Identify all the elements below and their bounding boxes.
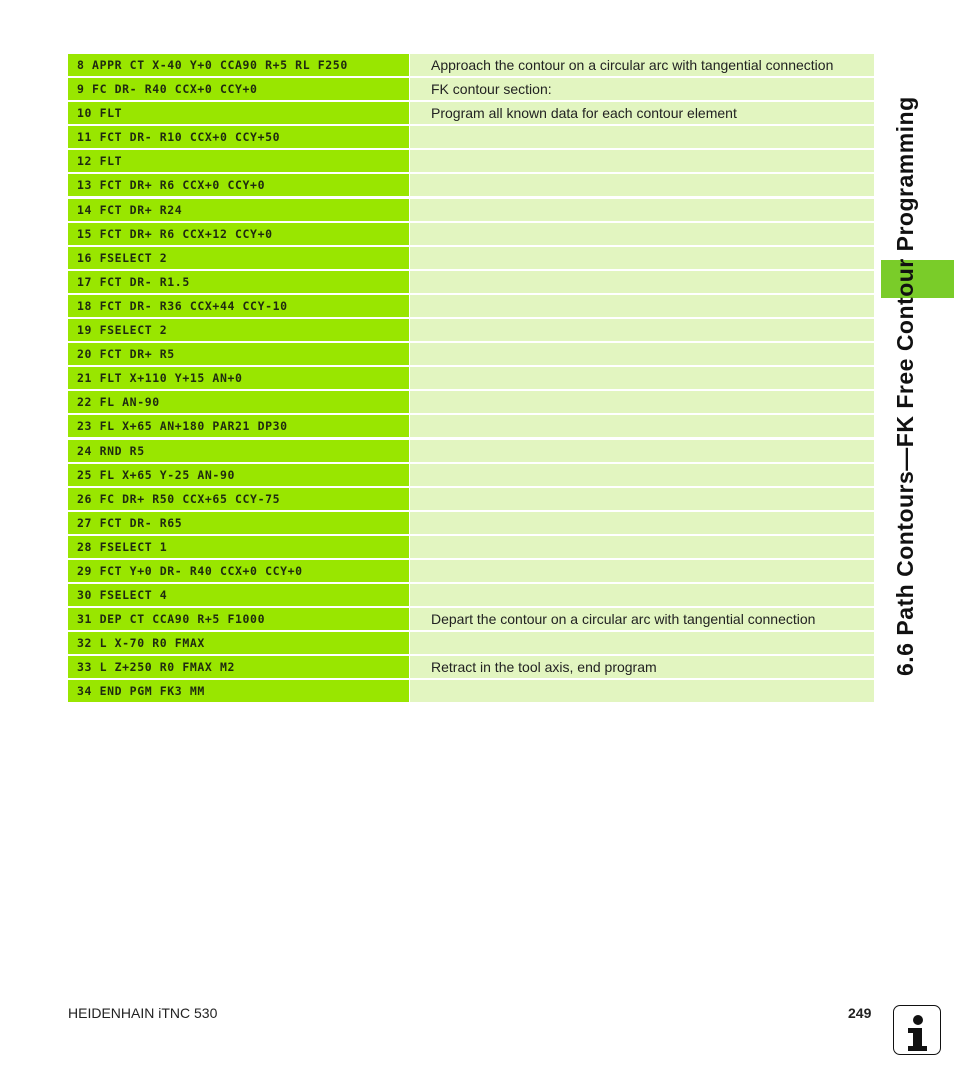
nc-block-description [410,488,874,510]
nc-block-code: 33 L Z+250 R0 FMAX M2 [68,656,409,678]
nc-block-code: 26 FC DR+ R50 CCX+65 CCY-75 [68,488,409,510]
nc-block-description [410,440,874,462]
nc-block-code: 30 FSELECT 4 [68,584,409,606]
program-row [68,199,874,221]
program-row [68,126,874,148]
program-row [68,247,874,269]
nc-block-code: 27 FCT DR- R65 [68,512,409,534]
nc-block-code: 10 FLT [68,102,409,124]
nc-block-description: Approach the contour on a circular arc with tangential connection [410,54,874,76]
nc-block-code: 18 FCT DR- R36 CCX+44 CCY-10 [68,295,409,317]
nc-block-code: 34 END PGM FK3 MM [68,680,409,702]
nc-block-description [410,464,874,486]
program-row [68,271,874,293]
program-row [68,174,874,196]
nc-block-code: 24 RND R5 [68,440,409,462]
nc-block-code: 9 FC DR- R40 CCX+0 CCY+0 [68,78,409,100]
nc-block-description: Retract in the tool axis, end program [410,656,874,678]
nc-block-description [410,126,874,148]
nc-block-code: 25 FL X+65 Y-25 AN-90 [68,464,409,486]
program-row [68,512,874,534]
program-row [68,295,874,317]
program-row [68,464,874,486]
nc-block-description [410,391,874,413]
program-row [68,632,874,654]
program-row [68,560,874,582]
nc-block-code: 17 FCT DR- R1.5 [68,271,409,293]
nc-block-description [410,150,874,172]
nc-block-description [410,247,874,269]
program-row [68,415,874,437]
nc-block-description [410,584,874,606]
nc-block-description [410,199,874,221]
nc-block-description [410,343,874,365]
nc-block-code: 22 FL AN-90 [68,391,409,413]
page-number: 249 [848,1005,872,1021]
nc-block-description [410,295,874,317]
nc-block-code: 8 APPR CT X-40 Y+0 CCA90 R+5 RL F250 [68,54,409,76]
nc-block-description [410,680,874,702]
info-icon [893,1005,941,1055]
nc-block-code: 28 FSELECT 1 [68,536,409,558]
nc-block-code: 16 FSELECT 2 [68,247,409,269]
nc-block-code: 11 FCT DR- R10 CCX+0 CCY+50 [68,126,409,148]
program-row [68,440,874,462]
nc-block-description [410,223,874,245]
nc-block-description [410,512,874,534]
program-row [68,488,874,510]
program-row [68,343,874,365]
program-row [68,102,874,124]
footer-manual-name: HEIDENHAIN iTNC 530 [68,1005,218,1021]
nc-block-code: 21 FLT X+110 Y+15 AN+0 [68,367,409,389]
nc-block-code: 29 FCT Y+0 DR- R40 CCX+0 CCY+0 [68,560,409,582]
nc-block-description [410,319,874,341]
nc-block-description [410,271,874,293]
nc-block-description [410,536,874,558]
nc-block-description [410,560,874,582]
program-row [68,78,874,100]
program-row [68,584,874,606]
program-row [68,608,874,630]
nc-block-code: 20 FCT DR+ R5 [68,343,409,365]
nc-block-code: 19 FSELECT 2 [68,319,409,341]
nc-block-code: 31 DEP CT CCA90 R+5 F1000 [68,608,409,630]
program-row [68,223,874,245]
nc-block-description [410,632,874,654]
nc-block-code: 15 FCT DR+ R6 CCX+12 CCY+0 [68,223,409,245]
program-row [68,367,874,389]
nc-block-code: 12 FLT [68,150,409,172]
program-row [68,680,874,702]
program-row [68,656,874,678]
nc-block-description: Depart the contour on a circular arc with tangential connection [410,608,874,630]
nc-block-code: 23 FL X+65 AN+180 PAR21 DP30 [68,415,409,437]
nc-block-description [410,415,874,437]
nc-block-code: 14 FCT DR+ R24 [68,199,409,221]
nc-block-code: 13 FCT DR+ R6 CCX+0 CCY+0 [68,174,409,196]
nc-block-description [410,367,874,389]
chapter-title: 6.6 Path Contours—FK Free Contour Programming [892,96,918,676]
program-row [68,54,874,76]
program-row [68,391,874,413]
nc-block-description: Program all known data for each contour element [410,102,874,124]
nc-block-description: FK contour section: [410,78,874,100]
program-row [68,536,874,558]
program-row [68,319,874,341]
nc-block-code: 32 L X-70 R0 FMAX [68,632,409,654]
nc-program-table [68,54,874,705]
nc-block-description [410,174,874,196]
program-row [68,150,874,172]
